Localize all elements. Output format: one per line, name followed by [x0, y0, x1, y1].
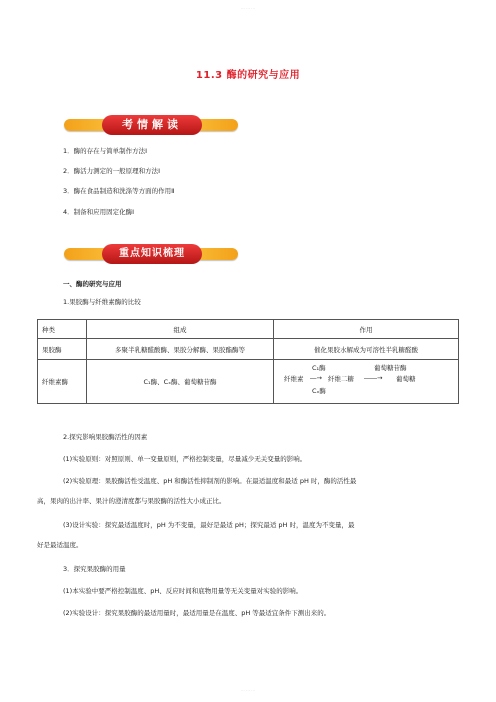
table-header-row — [38, 320, 459, 339]
table-cell: 多聚半乳糖醛酸酶、果胶分解酶、果胶酯酶等 — [87, 339, 274, 360]
enzyme-glucosidase-label: 葡萄糖苷酶 — [374, 363, 407, 372]
page-title: 11.3 酶的研究与应用 — [195, 70, 301, 81]
paragraph: (1)本实验中要严格控制温度、pH、反应时间和底物用量等无关变量对实验的影响。 — [63, 587, 303, 595]
cellulose-reaction — [274, 361, 458, 403]
paragraph: (3)设计实验：探究最适温度时，pH 为不变量，最好是最适 pH；探究最适 pH 时，温度为不变量，最 — [63, 521, 355, 529]
exam-analysis-banner — [64, 115, 238, 135]
reaction-arrow: ―→ — [310, 373, 322, 382]
paragraph: (2)实验设计：探究果胶酶的最适用量时，最适用量是在温度、pH 等最适宜条件下测出来的。 — [63, 609, 331, 617]
paragraph: 高，果肉的出汁率、果汁的澄清度都与果胶酶的活性大小成正比。 — [37, 497, 226, 505]
table-cell: 纤维素酶 — [38, 360, 87, 404]
table-header-cell: 种类 — [38, 320, 87, 339]
enzyme-cx-label: Cₓ酶 — [312, 386, 326, 395]
paragraph: (1)实验原则：对照原则、单一变量原则，严格控制变量，尽量减少无关变量的影响。 — [63, 455, 307, 463]
footer-watermark: ··· ··· ··· — [241, 688, 255, 693]
exam-point-2: 2．酶活力测定的一般原理和方法Ⅰ — [63, 167, 161, 175]
section-heading: 一、酶的研究与应用 — [63, 280, 122, 288]
exam-point-3: 3．酶在食品制造和洗涤等方面的作用Ⅱ — [63, 187, 175, 195]
subsection-heading: 2.探究影响果胶酶活性的因素 — [63, 433, 148, 441]
reaction-cell — [274, 360, 459, 404]
paragraph: (2)实验原理：果胶酶活性受温度、pH 和酶活性抑制剂的影响。在最适温度和最适 pH 时，酶的活性最 — [63, 477, 357, 485]
product-glucose: 葡萄糖 — [396, 374, 416, 383]
paragraph: 好是最适温度。 — [37, 541, 83, 549]
header-watermark: ··· ··· ··· — [241, 6, 255, 11]
intermediate-cellobiose: 纤维二糖 — [328, 374, 354, 383]
enzyme-comparison-table — [37, 319, 459, 404]
subsection-heading: 1.果胶酶与纤维素酶的比较 — [63, 298, 141, 306]
banner-label: 考情解读 — [102, 115, 202, 135]
table-header-cell: 作用 — [274, 320, 459, 339]
table-row — [38, 360, 459, 404]
table-row — [38, 339, 459, 360]
table-cell: C₁酶、Cₓ酶、葡萄糖苷酶 — [87, 360, 274, 404]
enzyme-c1-label: C₁酶 — [312, 363, 326, 372]
exam-point-1: 1．酶的存在与简单制作方法Ⅰ — [63, 147, 148, 155]
table-cell: 催化果胶水解成为可溶性半乳糖醛酸 — [274, 339, 459, 360]
table-header-cell: 组成 — [87, 320, 274, 339]
key-knowledge-banner — [64, 244, 238, 264]
reactant-cellulose: 纤维素 — [284, 374, 304, 383]
exam-point-4: 4．制备和应用固定化酶Ⅰ — [63, 208, 135, 216]
subsection-heading: 3．探究果胶酶的用量 — [63, 565, 126, 573]
table-cell: 果胶酶 — [38, 339, 87, 360]
reaction-arrow: ――→ — [364, 373, 383, 382]
banner-label: 重点知识梳理 — [102, 244, 202, 264]
